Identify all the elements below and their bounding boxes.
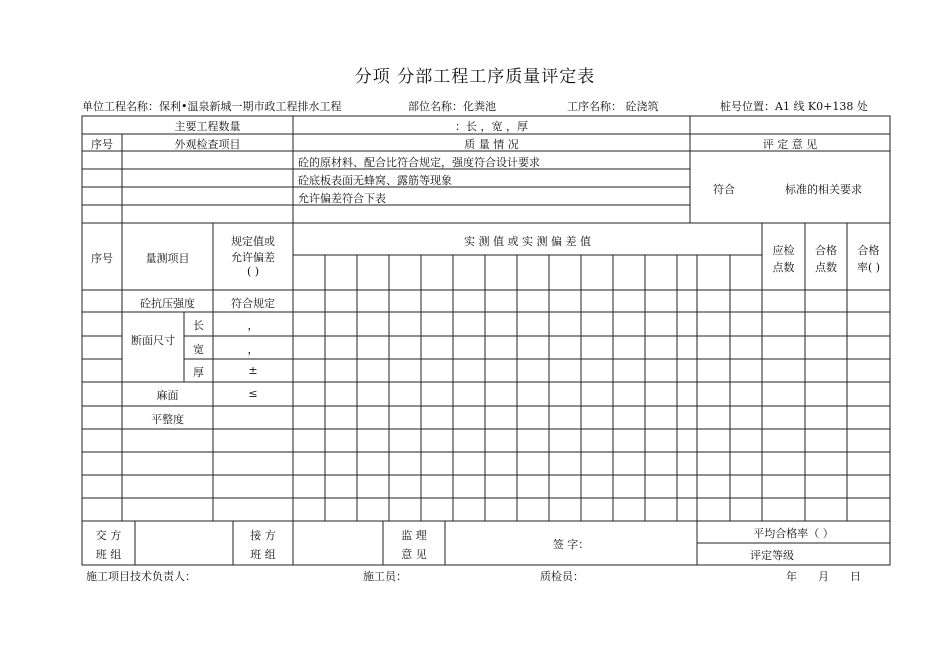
item-length: 长 — [193, 319, 204, 332]
part-name: 部位名称：化粪池 — [408, 100, 496, 113]
process-name: 工序名称： 砼浇筑 — [567, 100, 659, 113]
unit-project-name: 单位工程名称：保利•温泉新城一期市政工程排水工程 — [82, 100, 342, 113]
item-compressive-strength: 砼抗压强度 — [140, 297, 195, 310]
average-pass-rate-label: 平均合格率（ ） — [753, 527, 834, 540]
form-title: 分项 分部工程工序质量评定表 — [354, 67, 596, 87]
evaluation-conforms: 符合 — [713, 183, 735, 196]
quality-row-2: 砼底板表面无蜂窝、露筋等现象 — [298, 174, 452, 187]
seq-label-top: 序号 — [91, 138, 113, 151]
date-day: 日 — [850, 570, 861, 583]
quality-row-3: 允许偏差符合下表 — [298, 192, 386, 205]
evaluation-grade-label: 评定等级 — [750, 549, 794, 562]
tech-lead-label: 施工项目技术负责人： — [86, 570, 196, 583]
evaluation-standard: 标准的相关要求 — [785, 183, 862, 196]
spec-width: ， — [247, 343, 259, 356]
pass-rate-label-2: 率( ) — [856, 261, 881, 274]
main-quantity-label: 主要工程数量 — [174, 120, 241, 133]
receiver-team-label-2: 班 组 — [250, 548, 276, 561]
item-section-size: 断面尺寸 — [131, 334, 175, 347]
supervisor-label-2: 意 见 — [401, 548, 427, 561]
date-year: 年 — [786, 570, 797, 583]
signature-label: 签 字： — [552, 538, 590, 551]
worker-label: 施工员： — [363, 570, 407, 583]
station-position: 桩号位置：A1 线 K0+138 处 — [720, 100, 868, 113]
spec-thickness: ± — [248, 364, 258, 377]
visual-check-label: 外观检查项目 — [174, 138, 241, 151]
date-month: 月 — [818, 570, 829, 583]
item-pitting: 麻面 — [156, 389, 179, 402]
inspector-label: 质检员： — [540, 570, 584, 583]
evaluation-label: 评 定 意 见 — [762, 138, 818, 151]
seq-label-measure: 序号 — [91, 252, 113, 265]
check-points-label-1: 应检 — [772, 244, 795, 257]
pass-points-label-1: 合格 — [815, 244, 837, 257]
measure-item-label: 量测项目 — [145, 252, 190, 265]
spec-label-3: ( ) — [246, 265, 260, 278]
measured-values-label: 实 测 值 或 实 测 偏 差 值 — [464, 235, 591, 248]
check-points-label-2: 点数 — [772, 261, 795, 274]
handover-team-label-2: 班 组 — [95, 548, 122, 561]
dimensions-field: ：长 ，宽 ，厚 — [455, 120, 528, 133]
handover-team-label-1: 交 方 — [95, 529, 122, 542]
spec-label-2: 允许偏差 — [231, 251, 275, 264]
item-thickness: 厚 — [193, 366, 204, 379]
spec-label-1: 规定值或 — [231, 235, 275, 248]
pass-rate-label-1: 合格 — [857, 244, 880, 257]
quality-status-label: 质 量 情 况 — [464, 138, 519, 151]
spec-pitting: ≤ — [248, 387, 258, 400]
quality-row-1: 砼的原材料、配合比符合规定，强度符合设计要求 — [298, 156, 540, 169]
item-flatness: 平整度 — [151, 413, 184, 426]
supervisor-label-1: 监 理 — [401, 529, 427, 542]
spec-length: ， — [247, 319, 259, 332]
pass-points-label-2: 点数 — [815, 261, 837, 274]
receiver-team-label-1: 接 方 — [250, 529, 276, 542]
spec-compressive-strength: 符合规定 — [231, 297, 275, 310]
item-width: 宽 — [193, 343, 204, 356]
